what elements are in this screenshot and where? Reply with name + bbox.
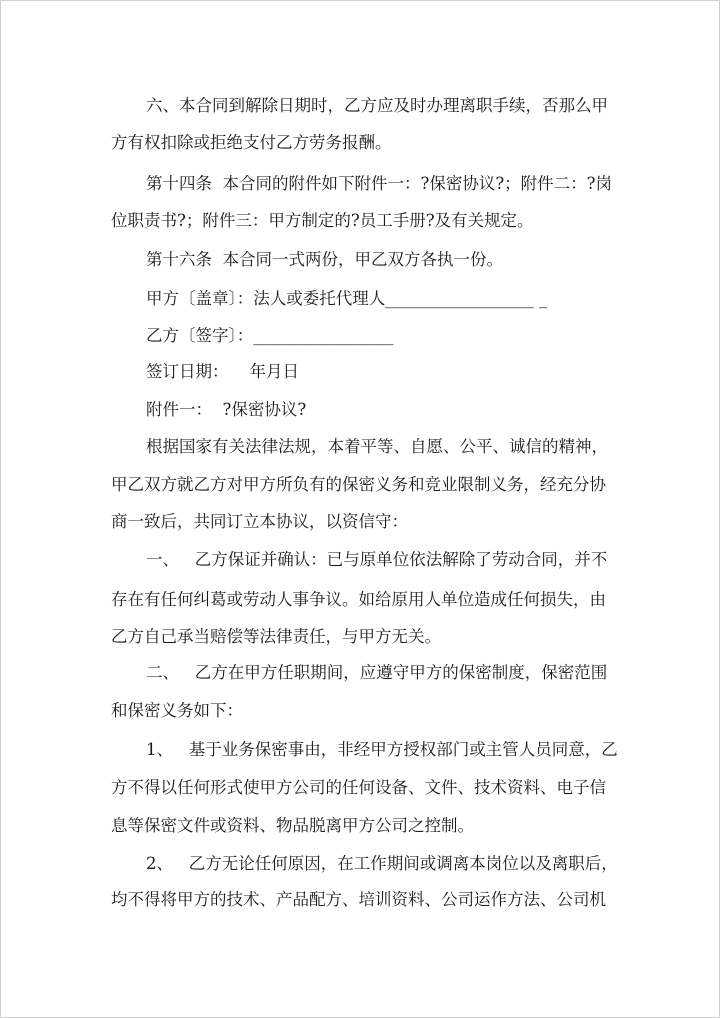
appendix-title: 附件一： ?保密协议? [146,400,307,419]
text-line: 二、 乙方在甲方任职期间，应遵守甲方的保密制度，保密范围 [146,663,608,682]
text-line: 息等保密文件或资料、物品脱离甲方公司之控制。 [111,816,474,835]
signature-line-party-b: 乙方〔签字〕：_________________ [146,326,394,345]
text-line: 存在有任何纠葛或劳动人事争议。如给原用人单位造成任何损失，由 [111,590,606,609]
signing-date: 签订日期： 年月日 [146,362,299,381]
text-line: 甲乙双方就乙方对甲方所负有的保密义务和竞业限制义务，经充分协 [111,475,606,494]
text-line: 乙方自己承当赔偿等法律责任，与甲方无关。 [111,627,441,646]
text-line: 一、 乙方保证并确认：已与原单位依法解除了劳动合同，并不 [146,550,608,569]
text-line: 方不得以任何形式使甲方公司的任何设备、文件、技术资料、电子信 [111,778,606,797]
text-line: 均不得将甲方的技术、产品配方、培训资料、公司运作方法、公司机 [111,890,606,909]
signature-line-party-a: 甲方〔盖章〕：法人或委托代理人__________________ _ [146,289,548,308]
text-line: 六、本合同到解除日期时，乙方应及时办理离职手续，否那么甲 [146,96,608,115]
text-line: 第十六条 本合同一式两份，甲乙双方各执一份。 [146,250,503,269]
text-line: 位职责书?；附件三：甲方制定的?员工手册?及有关规定。 [111,211,534,230]
text-line: 和保密义务如下： [111,701,243,720]
text-line: 第十四条 本合同的附件如下附件一：?保密协议?；附件二：?岗 [146,174,613,193]
text-line: 商一致后，共同订立本协议，以资信守： [111,512,408,531]
text-line: 根据国家有关法律法规，本着平等、自愿、公平、诚信的精神， [146,437,608,456]
text-line: 1、 基于业务保密事由，非经甲方授权部门或主管人员同意，乙 [146,740,618,759]
text-line: 方有权扣除或拒绝支付乙方劳务报酬。 [111,133,392,152]
text-line: 2、 乙方无论任何原因，在工作期间或调离本岗位以及离职后， [146,854,618,873]
